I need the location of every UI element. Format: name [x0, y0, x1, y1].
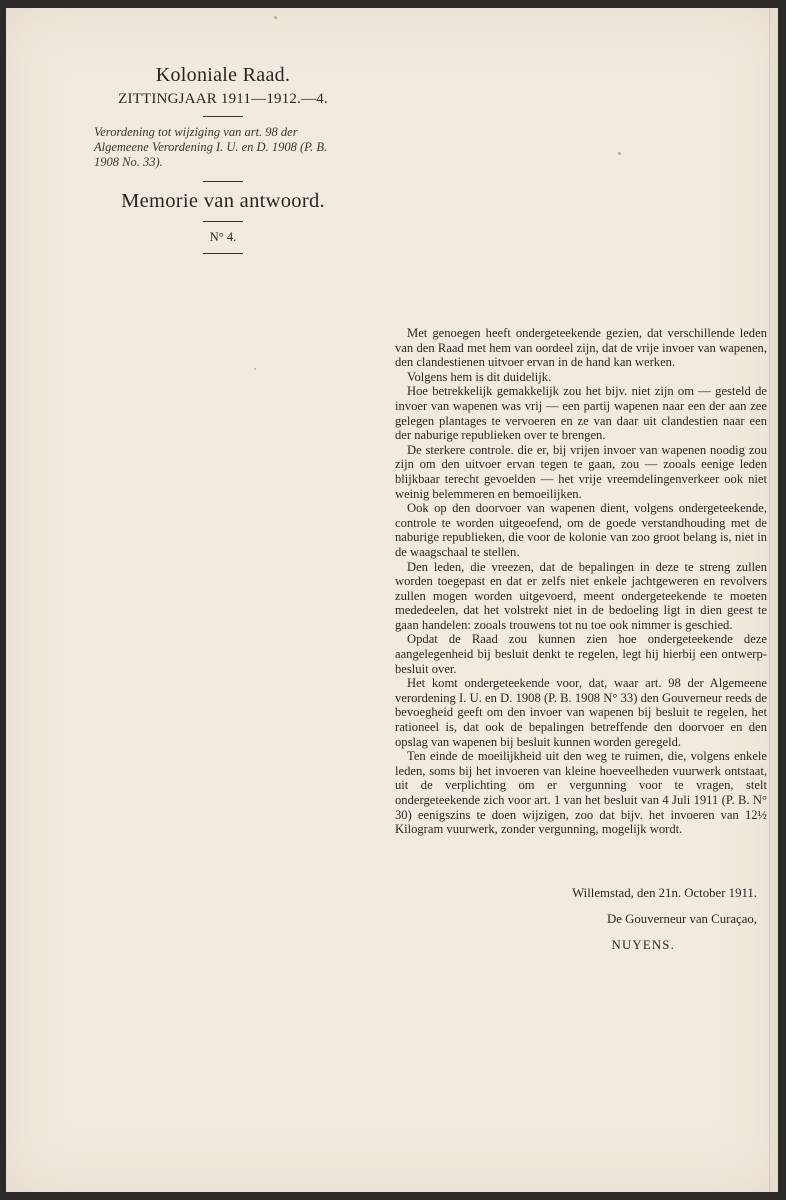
paper-speck — [254, 368, 256, 370]
body-paragraph: Met genoegen heeft ondergeteekende gezien, dat verschillende leden van den Raad met hem van oordeel zijn, dat de vrije invoer van wapenen, den clandestienen uitvoer ervan in de hand kan werken. — [395, 326, 767, 370]
session-year: ZITTINGJAAR 1911—1912.—4. — [118, 91, 328, 107]
divider — [203, 221, 243, 222]
document-type: Memorie van antwoord. — [121, 190, 325, 212]
divider — [203, 181, 243, 182]
document-number: N° 4. — [209, 230, 237, 244]
body-paragraph: Ten einde de moeilijkheid uit den weg te ruimen, die, volgens enkele leden, soms bij het invoeren van kleine hoeveelheden vuurwerk ontstaat, uit de verplichting om er vergunning voor te vragen, stelt ondergeteekende zich voor art. 1 van het besluit van 4 Juli 1911 (P. B. N° 30) eenigszins te doen wijzigen, zoo dat bijv. het invoeren van 12½ Kilogram vuurwerk, zonder vergunning, mogelijk wordt. — [395, 749, 767, 837]
body-paragraph: Volgens hem is dit duidelijk. — [407, 369, 552, 384]
memorandum-body — [395, 326, 767, 837]
council-title: Koloniale Raad. — [155, 64, 291, 86]
document-header — [78, 64, 368, 262]
paper-speck — [274, 16, 277, 19]
divider — [203, 116, 243, 117]
divider — [203, 253, 243, 254]
paper-speck — [618, 152, 621, 155]
document-page — [6, 8, 778, 1192]
place-date: Willemstad, den 21n. October 1911. — [572, 886, 757, 900]
body-paragraph: Opdat de Raad zou kunnen zien hoe ondergeteekende deze aangelegenheid bij besluit denkt te regelen, legt hij hierbij een ontwerp-besluit over. — [395, 632, 767, 676]
body-paragraph: Het komt ondergeteekende voor, dat, waar art. 98 der Algemeene verordening I. U. en D. 1908 (P. B. 1908 N° 33) den Gouverneur reeds de bevoegheid geeft om den invoer van wapenen bij besluit te regelen, het rationeel is, dat ook de bepalingen betreffende den doorvoer en den opslag van wapenen bij besluit kunnen worden geregeld. — [395, 676, 767, 749]
body-paragraph: De sterkere controle. die er, bij vrijen invoer van wapenen noodig zou zijn om den uitvoer ervan tegen te gaan, zou — zooals eenige leden blijkbaar terecht gevoelden — het vrije vreemdelingenverkeer ook niet weinig belemmeren en bemoeilijken. — [395, 442, 767, 501]
page-edge — [769, 8, 778, 1192]
signatory-role: De Gouverneur van Curaçao, — [607, 912, 757, 926]
body-paragraph: Hoe betrekkelijk gemakkelijk zou het bijv. niet zijn om — gesteld de invoer van wapenen was vrij — een partij wapenen naar een der aan zee gelegen plantages te vervoeren en ze van daar uit clandestien naar een der naburige republieken over te brengen. — [395, 384, 767, 443]
signatory-name: NUYENS. — [611, 938, 675, 952]
body-paragraph: Den leden, die vreezen, dat de bepalingen in deze te streng zullen worden toegepast en dat er zelfs niet enkele jachtgeweren en revolvers zullen mogen worden uitgevoerd, meent ondergeteekende te moeten mededeelen, dat het volstrekt niet in de bedoeling ligt in dien geest te gaan handelen: zooals trouwens tot nu toe ook nimmer is geschied. — [395, 559, 767, 632]
body-paragraph: Ook op den doorvoer van wapenen dient, volgens ondergeteekende, controle te worden uitgeoefend, om de goede verstandhouding met de naburige republieken, die voor de kolonie van zoo groot belang is, niet in de waagschaal te stellen. — [395, 501, 767, 559]
document-subject: Verordening tot wijziging van art. 98 der Algemeene Verordening I. U. en D. 1908 (P. B. 1908 No. 33). — [94, 125, 328, 169]
